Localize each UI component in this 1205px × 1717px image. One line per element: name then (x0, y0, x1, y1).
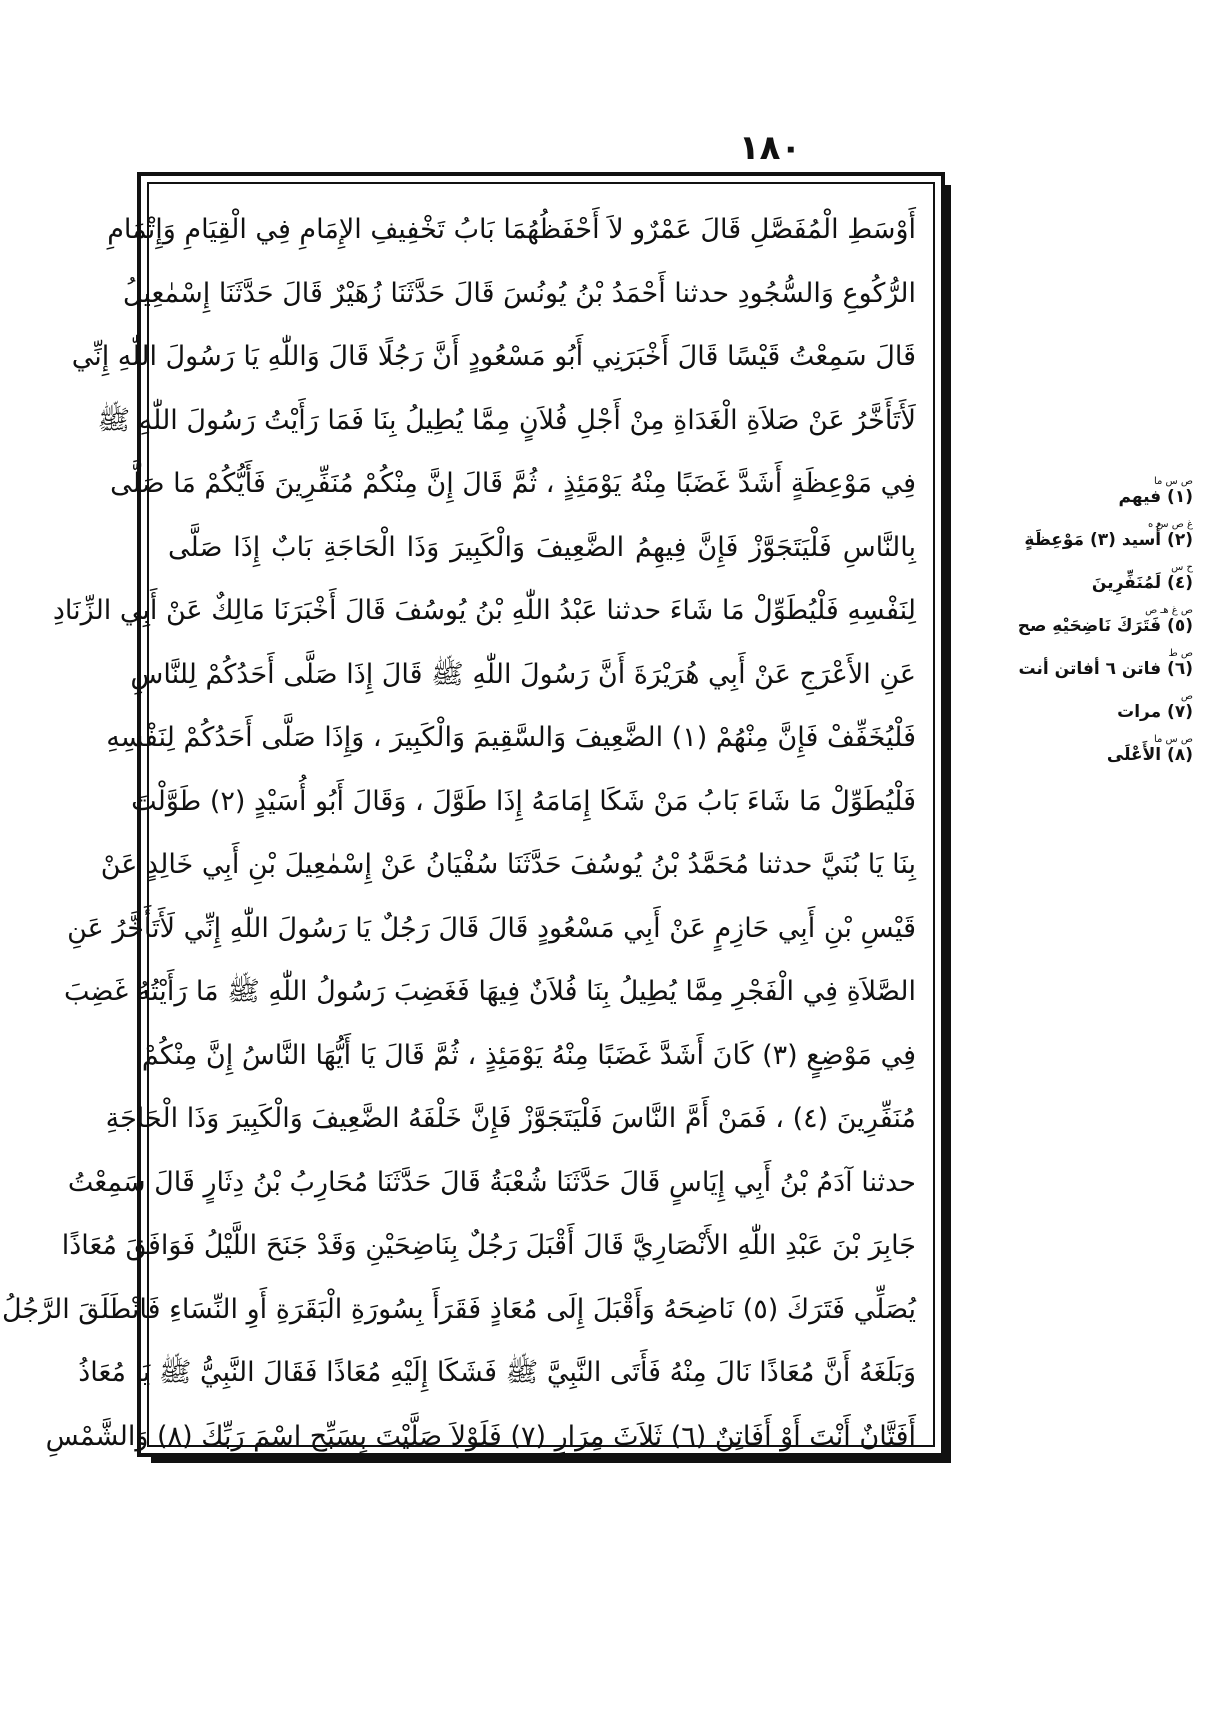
footnote-variant-marks: ص س ما (1153, 734, 1193, 745)
footnote-item (968, 519, 1193, 562)
footnote-item (968, 605, 1193, 648)
footnote-variant-marks: غ ص س ه (1147, 519, 1193, 530)
text-line: قَالَ سَمِعْتُ قَيْسًا قَالَ أَخْبَرَنِي أَبُو مَسْعُودٍ أَنَّ رَجُلًا قَالَ وَاللّٰهِ يَا رَسُولَ اللّٰهِ إِنِّي (71, 341, 916, 372)
text-line: لَأَتَأَخَّرُ عَنْ صَلاَةِ الْغَدَاةِ مِنْ أَجْلِ فُلاَنٍ مِمَّا يُطِيلُ بِنَا فَمَا رَأَيْتُ رَسُولَ اللّٰهِ ﷺ (97, 404, 916, 436)
text-line: قَيْسِ بْنِ أَبِي حَازِمٍ عَنْ أَبِي مَسْعُودٍ قَالَ قَالَ رَجُلٌ يَا رَسُولَ اللّٰهِ إِنِّي لَأَتَأَخَّرُ عَنِ (67, 912, 916, 944)
text-line: يُصَلِّي فَتَرَكَ (٥) نَاضِحَهُ وَأَقْبَلَ إِلَى مُعَاذٍ فَقَرَأَ بِسُورَةِ الْبَقَرَةِ أَوِ النِّسَاءِ فَانْطَلَقَ الرَّجُلُ (1, 1293, 916, 1325)
footnote-item (968, 476, 1193, 519)
footnote-text: (١) فيهم (1118, 487, 1193, 507)
text-line: وَبَلَغَهُ أَنَّ مُعَاذًا نَالَ مِنْهُ فَأَتَى النَّبِيَّ ﷺ فَشَكَا إِلَيْهِ مُعَاذًا فَقَالَ النَّبِيُّ ﷺ يَا مُعَاذُ (78, 1357, 916, 1388)
footnote-variant-marks: ص غ هـ ص (1145, 605, 1193, 616)
footnote-text: (٦) فاتن ٦ أفاتن أنت (1018, 659, 1193, 679)
text-line: لِنَفْسِهِ فَلْيُطَوِّلْ مَا شَاءَ حدثنا عَبْدُ اللّٰهِ بْنُ يُوسُفَ قَالَ أَخْبَرَنَا مَالِكٌ عَنْ أَبِي الزِّنَادِ (52, 595, 916, 626)
footnote-variant-marks: ص (1180, 691, 1193, 702)
main-text-block (1, 198, 916, 1468)
text-line: فِي مَوْضِعٍ (٣) كَانَ أَشَدَّ غَضَبًا مِنْهُ يَوْمَئِذٍ ، ثُمَّ قَالَ يَا أَيُّهَا النَّاسُ إِنَّ مِنْكُمْ (141, 1039, 916, 1071)
text-line: مُنَفِّرِينَ (٤) ، فَمَنْ أَمَّ النَّاسَ فَلْيَتَجَوَّزْ فَإِنَّ خَلْفَهُ الضَّعِيفَ وَالْكَبِيرَ وَذَا الْحَاجَةِ (105, 1103, 916, 1134)
footnote-item (968, 734, 1193, 777)
text-line: أَوْسَطِ الْمُفَصَّلِ قَالَ عَمْرٌو لاَ أَحْفَظُهُمَا بَابُ تَخْفِيفِ الإِمَامِ فِي الْقِيَامِ وَإِتْمَامِ (107, 214, 916, 245)
footnote-text: (٤) لَمُنَفِّرِينَ (1091, 573, 1193, 593)
text-line: عَنِ الأَعْرَجِ عَنْ أَبِي هُرَيْرَةَ أَنَّ رَسُولَ اللّٰهِ ﷺ قَالَ إِذَا صَلَّى أَحَدُكُمْ لِلنَّاسِ (130, 658, 916, 690)
marginal-footnotes (968, 476, 1193, 777)
footnote-variant-marks: ص ط (1168, 648, 1193, 659)
footnote-item (968, 691, 1193, 734)
text-line: أَفَتَّانٌ أَنْتَ أَوْ أَفَاتِنٌ (٦) ثَلاَثَ مِرَارٍ (٧) فَلَوْلاَ صَلَّيْتَ بِسَبِّحِ اسْمَ رَبِّكَ (٨) وَالشَّمْسِ (45, 1420, 916, 1452)
footnote-text: (٢) أُسيد (٣) مَوْعِظَةٍ (1024, 530, 1193, 550)
text-line: بِالنَّاسِ فَلْيَتَجَوَّزْ فَإِنَّ فِيهِمُ الضَّعِيفَ وَالْكَبِيرَ وَذَا الْحَاجَةِ بَابٌ إِذَا صَلَّى (168, 531, 916, 563)
text-line: حدثنا آدَمُ بْنُ أَبِي إِيَاسٍ قَالَ حَدَّثَنَا شُعْبَةُ قَالَ حَدَّثَنَا مُحَارِبُ بْنُ دِثَارٍ قَالَ سَمِعْتُ (67, 1166, 916, 1198)
text-line: فَلْيُطَوِّلْ مَا شَاءَ بَابُ مَنْ شَكَا إِمَامَهُ إِذَا طَوَّلَ ، وَقَالَ أَبُو أُسَيْدٍ (٢) طَوَّلْتَ (131, 785, 916, 817)
text-line: بِنَا يَا بُنَيَّ حدثنا مُحَمَّدُ بْنُ يُوسُفَ حَدَّثَنَا سُفْيَانُ عَنْ إِسْمٰعِيلَ بْنِ أَبِي خَالِدٍ عَنْ (100, 849, 916, 880)
text-line: فَلْيُخَفِّفْ فَإِنَّ مِنْهُمْ (١) الضَّعِيفَ وَالسَّقِيمَ وَالْكَبِيرَ ، وَإِذَا صَلَّى أَحَدُكُمْ لِنَفْسِهِ (106, 722, 916, 753)
footnote-variant-marks: ح س (1171, 562, 1193, 573)
text-line: الصَّلاَةِ فِي الْفَجْرِ مِمَّا يُطِيلُ بِنَا فُلاَنٌ فِيهَا فَغَضِبَ رَسُولُ اللّٰهِ ﷺ مَا رَأَيْتُهُ غَضِبَ (64, 976, 916, 1007)
text-line: الرُّكُوعِ وَالسُّجُودِ حدثنا أَحْمَدُ بْنُ يُونُسَ قَالَ حَدَّثَنَا زُهَيْرٌ قَالَ حَدَّثَنَا إِسْمٰعِيلُ (122, 277, 916, 309)
footnote-variant-marks: ص س ما (1153, 476, 1193, 487)
frame-shadow-right (945, 185, 951, 1463)
text-line: فِي مَوْعِظَةٍ أَشَدَّ غَضَبًا مِنْهُ يَوْمَئِذٍ ، ثُمَّ قَالَ إِنَّ مِنْكُمْ مُنَفِّرِينَ فَأَيُّكُمْ مَا صَلَّى (110, 468, 916, 499)
text-line: جَابِرَ بْنَ عَبْدِ اللّٰهِ الأَنْصَارِيَّ قَالَ أَقْبَلَ رَجُلٌ بِنَاضِحَيْنِ وَقَدْ جَنَحَ اللَّيْلُ فَوَافَقَ مُعَاذًا (61, 1230, 916, 1261)
footnote-text: (٧) مرات (1117, 702, 1193, 722)
footnote-text: (٨) الأَعْلَى (1106, 745, 1193, 765)
page-number: ١٨٠ (738, 128, 802, 168)
footnote-item (968, 562, 1193, 605)
footnote-item (968, 648, 1193, 691)
footnote-text: (٥) فَتَرَكَ نَاضِحَيْهِ صح (1017, 616, 1193, 636)
